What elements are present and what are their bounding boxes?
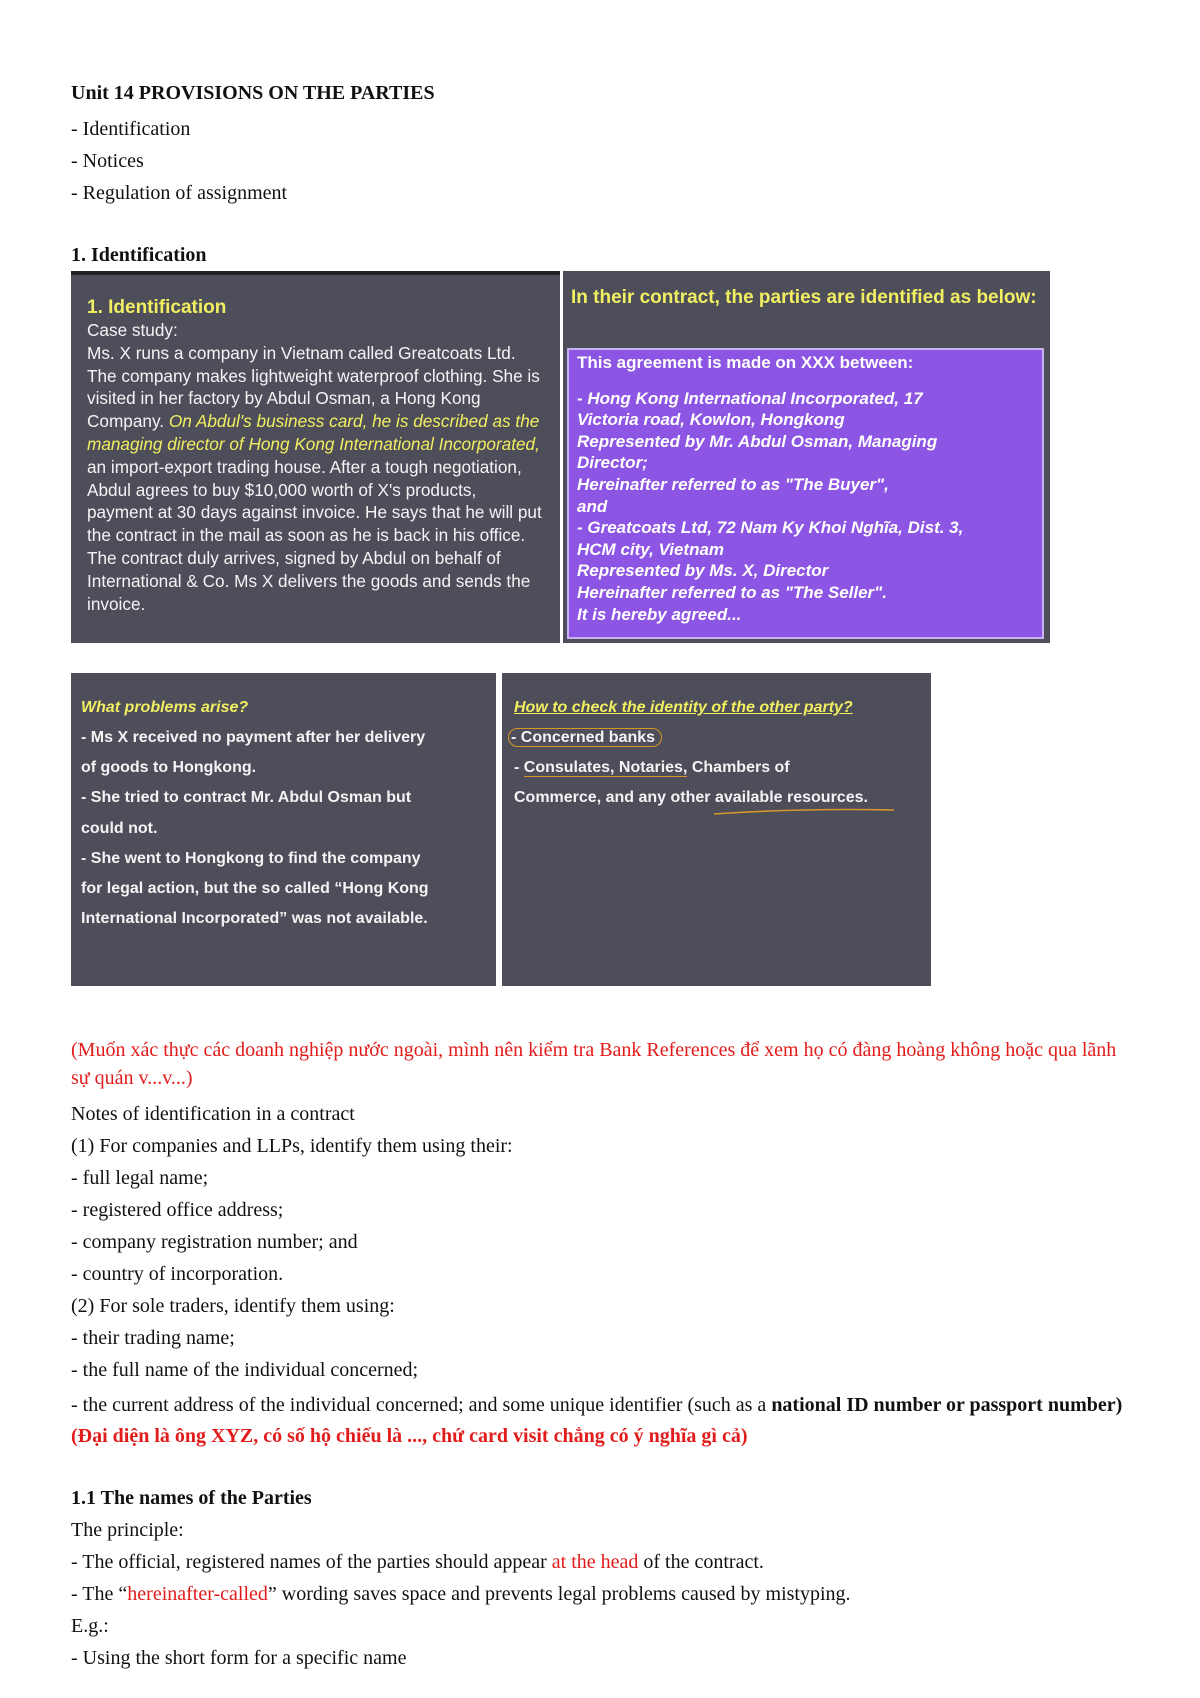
notes-line: - country of incorporation. <box>71 1263 284 1285</box>
principle-item: - The official, registered names of the parties should appear at the head of the contract. <box>71 1551 764 1573</box>
agreement-line: Director; <box>577 453 648 473</box>
unit-title: Unit 14 PROVISIONS ON THE PARTIES <box>71 82 435 104</box>
check-item: Commerce, and any other available resources. <box>514 789 868 807</box>
agreement-line: Hereinafter referred to as "The Seller". <box>577 582 887 602</box>
agreement-line: Represented by Ms. X, Director <box>577 561 829 581</box>
principle-label: The principle: <box>71 1519 184 1541</box>
case-text-italic: On Abdul's business card, he is described as the managing director of Hong Kong International Incorporated, <box>87 411 540 454</box>
annotation-swoosh <box>712 806 896 818</box>
case-label: Case study: <box>87 320 178 340</box>
topic-item: - Notices <box>71 150 144 172</box>
problem-line: could not. <box>81 819 158 837</box>
problem-line: - Ms X received no payment after her delivery <box>81 729 426 746</box>
problem-line: International Incorporated” was not available. <box>81 910 428 928</box>
notes-line: - the full name of the individual concerned; <box>71 1359 419 1381</box>
subsection-title: 1.1 The names of the Parties <box>71 1487 312 1509</box>
problem-line: for legal action, but the so called “Hong Kong <box>81 880 429 898</box>
case-study-slide <box>71 271 560 643</box>
agreement-box <box>567 348 1044 639</box>
notes-line: - their trading name; <box>71 1327 235 1349</box>
underlined-text: Consulates, Notaries, <box>523 759 688 777</box>
agreement-line: HCM city, Vietnam <box>577 539 725 559</box>
red-note: (Muốn xác thực các doanh nghiệp nước ngoài, mình nên kiểm tra Bank References để xem họ có đàng hoàng không hoặc qua lãnh sự quán v...v...) <box>71 1039 1117 1089</box>
problem-line: - She went to Hongkong to find the company <box>81 849 421 867</box>
agreement-line: Victoria road, Kowlon, Hongkong <box>577 410 845 430</box>
problem-line: of goods to Hongkong. <box>81 759 257 777</box>
notes-line: Notes of identification in a contract <box>71 1103 355 1125</box>
identifier-note: - the current address of the individual concerned; and some unique identifier (such as a national ID number or passport number) (Đại diện là ông XYZ, có số hộ chiếu là ..., chứ card visit chẳng có ý nghĩa gì cả) <box>71 1394 1123 1447</box>
slide-heading: How to check the identity of the other party? <box>514 699 853 716</box>
topic-item: - Regulation of assignment <box>71 182 288 204</box>
agreement-line: It is hereby agreed... <box>577 604 742 624</box>
principle-item: - The “hereinafter-called” wording saves space and prevents legal problems caused by mistyping. <box>71 1583 851 1605</box>
eg-label: E.g.: <box>71 1615 109 1637</box>
agreement-line: - Hong Kong International Incorporated, 17 <box>577 388 923 408</box>
agreement-intro: This agreement is made on XXX between: <box>577 353 914 372</box>
agreement-line: Hereinafter referred to as "The Buyer", <box>577 474 889 494</box>
agreement-line: Represented by Mr. Abdul Osman, Managing <box>577 431 938 451</box>
eg-item: - Using the short form for a specific name <box>71 1647 407 1669</box>
agreement-line: and <box>577 496 608 516</box>
case-text: Ms. X runs a company in Vietnam called Greatcoats Ltd. The company makes lightweight waterproof clothing. She is visited in her factory by Abdul Osman, a Hong Kong Company. On Abdul's business card, he is described as the managing director of Hong Kong International Incorporated, an import-export trading house. After a tough negotiation, Abdul agrees to buy $10,000 worth of X's products, payment at 30 days against invoice. He says that he will put the contract in the mail as soon as he is back in his office. The contract duly arrives, signed by Abdul on behalf of International & Co. Ms X delivers the goods and sends the invoice. <box>87 342 542 614</box>
identity-check-slide <box>502 673 931 986</box>
agreement-slide <box>563 271 1050 643</box>
notes-line: (2) For sole traders, identify them using: <box>71 1295 395 1317</box>
agreement-line: - Greatcoats Ltd, 72 Nam Ky Khoi Nghĩa, Dist. 3, <box>577 518 964 538</box>
slide-heading: 1. Identification <box>87 297 227 318</box>
slide-heading: What problems arise? <box>81 699 249 716</box>
notes-line: (1) For companies and LLPs, identify them using their: <box>71 1135 513 1157</box>
problem-line: - She tried to contract Mr. Abdul Osman but <box>81 789 412 807</box>
notes-line: - registered office address; <box>71 1199 284 1221</box>
topic-item: - Identification <box>71 118 191 140</box>
circled-text: - Concerned banks <box>508 728 662 747</box>
check-item: - Consulates, Notaries, Chambers of <box>514 759 790 777</box>
check-item <box>511 723 921 753</box>
notes-line: - company registration number; and <box>71 1231 358 1253</box>
slide-heading: In their contract, the parties are identified as below: <box>571 287 1037 308</box>
notes-line: - full legal name; <box>71 1167 209 1189</box>
section-title: 1. Identification <box>71 244 207 266</box>
problems-slide <box>71 673 496 986</box>
